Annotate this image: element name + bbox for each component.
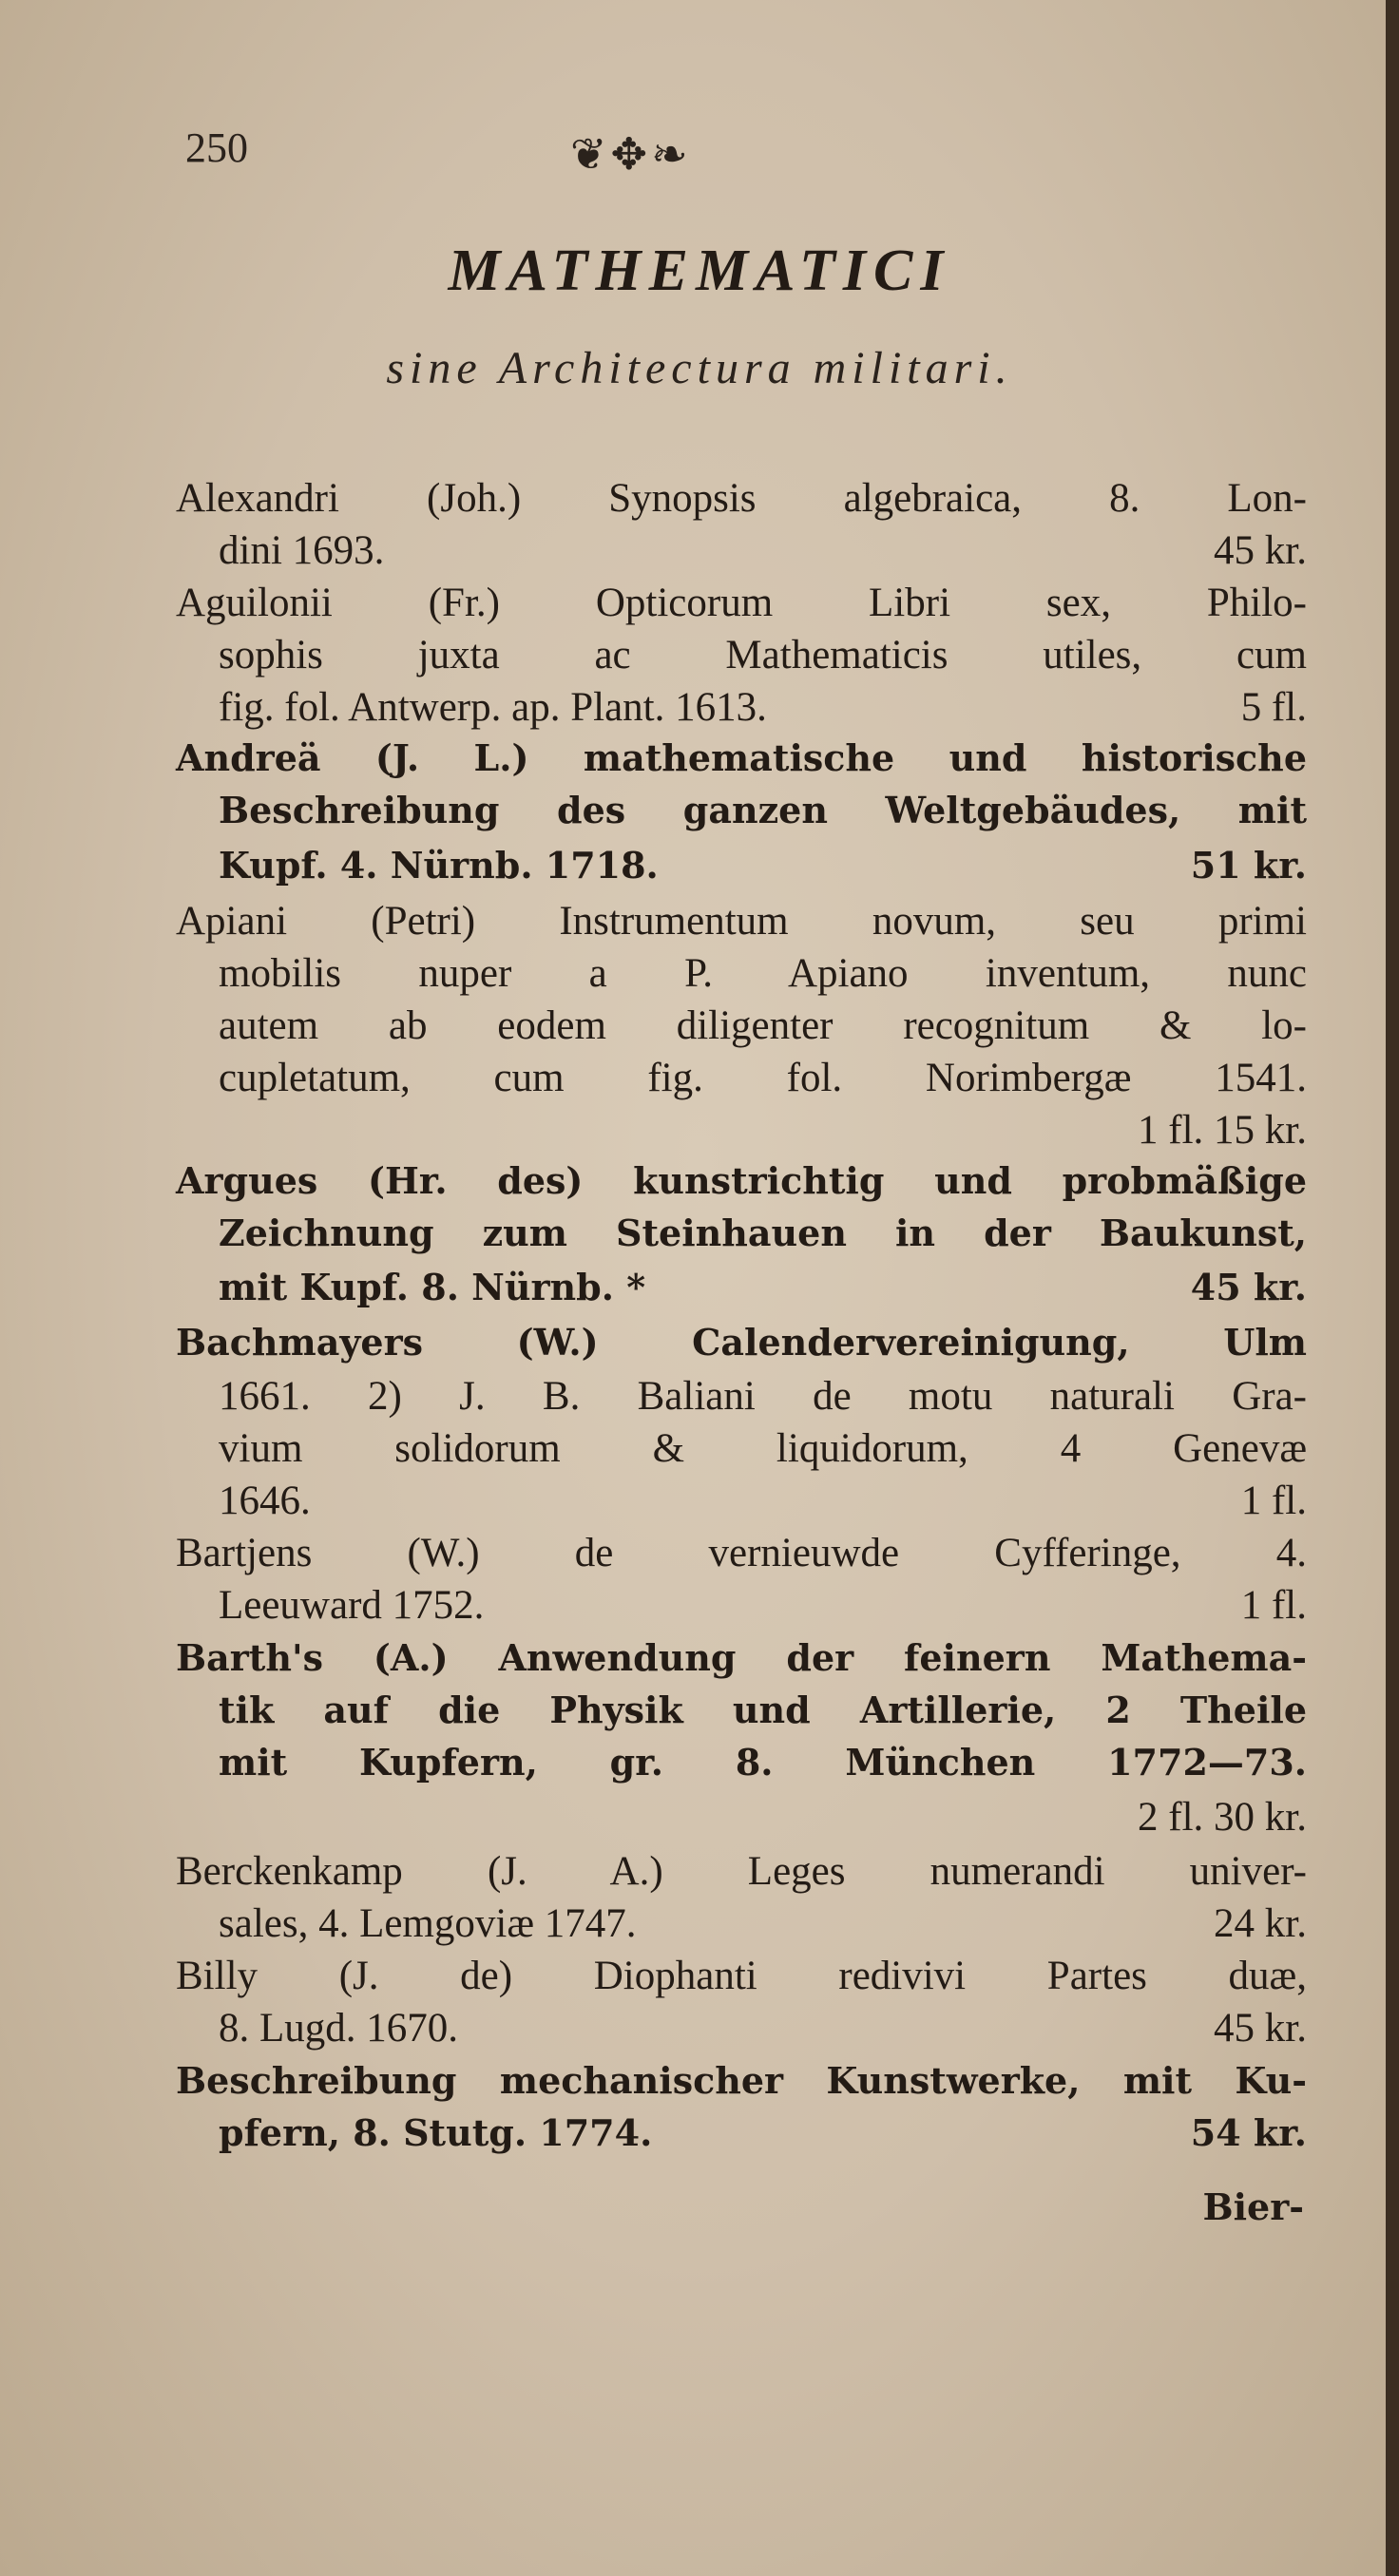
line-text: fig. fol. Antwerp. ap. Plant. 1613.: [219, 685, 767, 730]
text-line: [219, 1689, 1307, 1742]
line-text: Bartjens (W.) de vernieuwde Cyfferinge, 4.: [176, 1531, 1307, 1575]
page-number: 250: [185, 124, 248, 171]
text-line: [176, 1636, 1307, 1689]
line-text: Aguilonii (Fr.) Opticorum Libri sex, Philo-: [176, 581, 1307, 625]
text-line: [176, 1530, 1307, 1583]
text-line: [219, 1002, 1307, 1056]
text-line: [176, 1321, 1307, 1374]
text-line: [176, 1953, 1307, 2006]
line-text: vium solidorum & liquidorum, 4 Genevæ: [219, 1426, 1307, 1471]
line-text: Beschreibung mechanischer Kunstwerke, mit Ku-: [176, 2059, 1307, 2102]
line-text: Zeichnung zum Steinhauen in der Baukunst,: [219, 1212, 1307, 1254]
line-text: Alexandri (Joh.) Synopsis algebraica, 8. Lon-: [176, 476, 1307, 521]
ornament-icon: ❦✥❧: [570, 128, 692, 180]
text-line: [219, 950, 1307, 1003]
price: 2 fl. 30 kr.: [1138, 1795, 1307, 1840]
line-text: pfern, 8. Stutg. 1774.: [219, 2111, 653, 2154]
line-text: tik auf die Physik und Artillerie, 2 Theile: [219, 1689, 1307, 1731]
text-line: [219, 2111, 1307, 2165]
price: 1 fl.: [1240, 1479, 1307, 1523]
text-line: [219, 1373, 1307, 1426]
line-text: Beschreibung des ganzen Weltgebäudes, mit: [219, 789, 1307, 831]
line-text: mit Kupfern, gr. 8. München 1772—73.: [219, 1741, 1307, 1784]
line-text: Berckenkamp (J. A.) Leges numerandi univer-: [176, 1849, 1307, 1894]
line-text: dini 1693.: [219, 528, 385, 573]
text-line: [219, 527, 1307, 581]
price: 1 fl. 15 kr.: [1138, 1108, 1307, 1153]
text-line: [219, 1212, 1307, 1265]
text-line: [219, 1107, 1307, 1160]
price: 45 kr.: [1190, 1266, 1307, 1308]
text-line: [176, 580, 1307, 633]
text-line: [219, 1794, 1307, 1847]
line-text: Barth's (A.) Anwendung der feinern Mathema-: [176, 1636, 1307, 1679]
price: 45 kr.: [1214, 528, 1307, 573]
text-line: [176, 898, 1307, 951]
text-line: [176, 1848, 1307, 1901]
line-text: 1646.: [219, 1479, 311, 1523]
line-text: Bachmayers (W.) Calendervereinigung, Ulm: [176, 1321, 1307, 1364]
line-text: Leeuward 1752.: [219, 1583, 485, 1628]
line-text: Billy (J. de) Diophanti redivivi Partes duæ,: [176, 1954, 1307, 1998]
line-text: Andreä (J. L.) mathematische und historische: [176, 736, 1307, 779]
price: 1 fl.: [1240, 1583, 1307, 1628]
line-text: autem ab eodem diligenter recognitum & lo-: [219, 1003, 1307, 1048]
text-line: [219, 1266, 1307, 1319]
page-edge: [1386, 0, 1399, 2576]
text-line: [176, 2059, 1307, 2112]
line-text: 1661. 2) J. B. Baliani de motu naturali Gra-: [219, 1374, 1307, 1419]
price: 54 kr.: [1190, 2111, 1307, 2154]
line-text: cupletatum, cum fig. fol. Norimbergæ 1541.: [219, 1056, 1307, 1100]
price: 51 kr.: [1190, 844, 1307, 887]
text-line: [219, 1900, 1307, 1954]
line-text: Kupf. 4. Nürnb. 1718.: [219, 844, 659, 887]
page-title: MATHEMATICI: [448, 239, 951, 303]
line-text: Apiani (Petri) Instrumentum novum, seu primi: [176, 899, 1307, 944]
text-line: [219, 1741, 1307, 1794]
text-line: [219, 1582, 1307, 1635]
text-line: [219, 684, 1307, 737]
line-text: Argues (Hr. des) kunstrichtig und probmäßige: [176, 1159, 1307, 1202]
catchword: Bier-: [1202, 2185, 1304, 2228]
line-text: sophis juxta ac Mathematicis utiles, cum: [219, 633, 1307, 677]
line-text: mobilis nuper a P. Apiano inventum, nunc: [219, 951, 1307, 996]
text-line: [219, 1055, 1307, 1108]
page-subtitle: sine Architectura militari.: [386, 343, 1013, 393]
line-text: 8. Lugd. 1670.: [219, 2006, 459, 2051]
text-line: [219, 632, 1307, 685]
text-line: [219, 1478, 1307, 1531]
text-line: [219, 1425, 1307, 1479]
price: 5 fl.: [1240, 685, 1307, 730]
line-text: mit Kupf. 8. Nürnb. *: [219, 1266, 646, 1308]
text-line: [176, 736, 1307, 790]
text-line: [219, 789, 1307, 842]
price: 45 kr.: [1214, 2006, 1307, 2051]
text-line: [176, 475, 1307, 528]
text-line: [176, 1159, 1307, 1212]
text-line: [219, 844, 1307, 897]
text-line: [219, 2005, 1307, 2058]
line-text: sales, 4. Lemgoviæ 1747.: [219, 1901, 637, 1946]
price: 24 kr.: [1214, 1901, 1307, 1946]
